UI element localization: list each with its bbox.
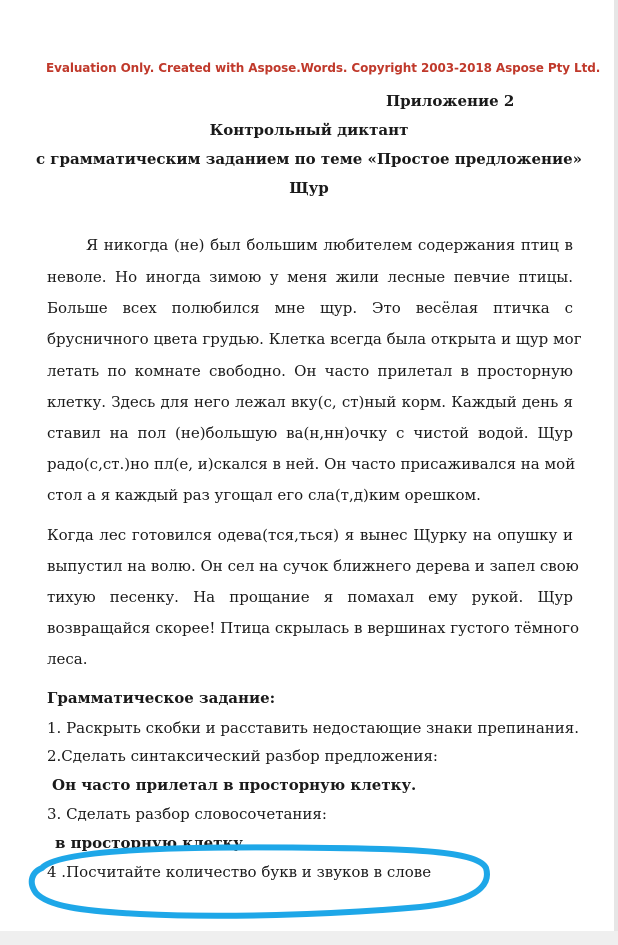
task-2-sentence: Он часто прилетал в просторную клетку. [52, 776, 417, 794]
text-line: ставил на пол (не)большую ва(н,нн)очку с чистой водой. Щур [47, 424, 573, 442]
text-title: Щур [289, 179, 329, 197]
text-line: радо(с,ст.)но пл(е, и)скался в ней. Он часто присаживался на мой [47, 455, 576, 473]
text-line: Когда лес готовился одева(тся,ться) я вынес Щурку на опушку и [47, 526, 573, 544]
text-line: летать по комнате свободно. Он часто прилетал в просторную [47, 362, 573, 380]
text-line: выпустил на волю. Он сел на сучок ближнего дерева и запел свою [47, 557, 579, 575]
task-1: 1. Раскрыть скобки и расставить недостающие знаки препинания. [47, 719, 580, 737]
task-2: 2.Сделать синтаксический разбор предложения: [47, 747, 438, 765]
text-line: стол а я каждый раз угощал его сла(т,д)ким орешком. [47, 486, 481, 504]
text-line: Я никогда (не) был большим любителем содержания птиц в [86, 236, 573, 254]
text-line: тихую песенку. На прощание я помахал ему рукой. Щур [47, 588, 573, 606]
text-line: Больше всех полюбился мне щур. Это весёлая птичка с [47, 299, 573, 317]
task-3-phrase: в просторную клетку [55, 834, 243, 852]
text-line: брусничного цвета грудью. Клетка всегда была открыта и щур мог [47, 330, 582, 348]
watermark-text: Evaluation Only. Created with Aspose.Words. Copyright 2003-2018 Aspose Pty Ltd. [46, 61, 601, 75]
text-line: возвращайся скорее! Птица скрылась в вершинах густого тёмного [47, 619, 580, 637]
dictation-subtitle: с грамматическим заданием по теме «Простое предложение» [35, 150, 583, 168]
text-line: леса. [47, 650, 88, 668]
appendix-label: Приложение 2 [386, 92, 515, 110]
text-line: неволе. Но иногда зимою у меня жили лесные певчие птицы. [47, 268, 573, 286]
task-4: 4 .Посчитайте количество букв и звуков в слове [47, 863, 432, 881]
dictation-title: Контрольный диктант [209, 121, 409, 139]
highlight-stroke [32, 847, 487, 915]
task-heading: Грамматическое задание: [47, 689, 276, 707]
text-line: клетку. Здесь для него лежал вку(с, ст)ный корм. Каждый день я [47, 393, 573, 411]
task-3: 3. Сделать разбор словосочетания: [47, 805, 327, 823]
